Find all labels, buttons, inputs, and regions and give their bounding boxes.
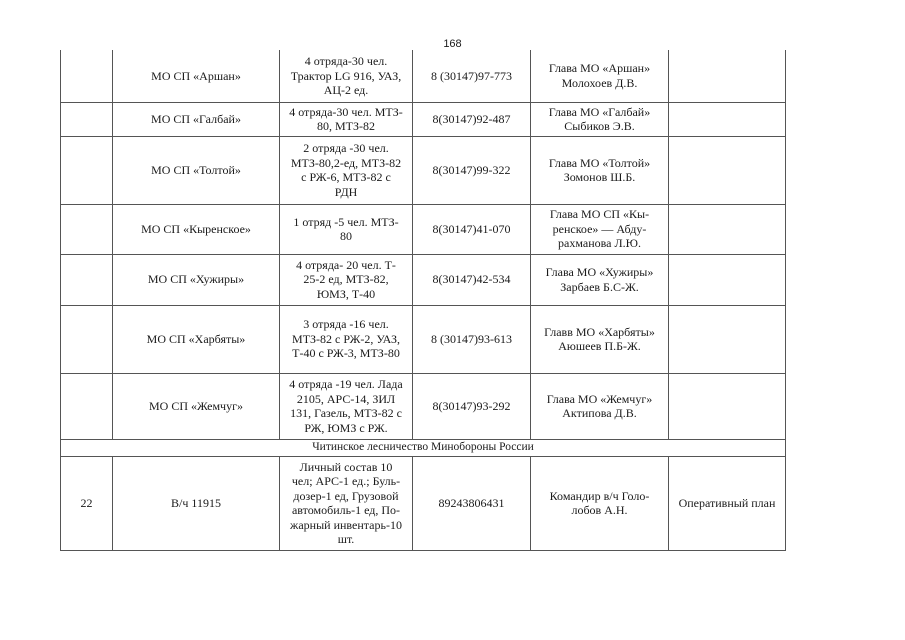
plan-cell: Оперативный план (669, 456, 786, 550)
phone-cell: 8(30147)99-322 (413, 136, 531, 204)
plan-cell (669, 373, 786, 439)
row-number-cell (61, 102, 113, 136)
table-row (61, 204, 786, 254)
plan-cell (669, 254, 786, 305)
responsible-cell: Главв МО «Харбяты» Аюшеев П.Б-Ж. (531, 305, 669, 373)
row-number-cell (61, 136, 113, 204)
municipality-name: МО СП «Толтой» (113, 136, 280, 204)
phone-cell: 89243806431 (413, 456, 531, 550)
unit-name: В/ч 11915 (113, 456, 280, 550)
municipality-name: МО СП «Кыренское» (113, 204, 280, 254)
plan-cell (669, 136, 786, 204)
page-number: 168 (443, 38, 462, 50)
phone-cell: 8(30147)42-534 (413, 254, 531, 305)
row-number: 22 (61, 456, 113, 550)
responsible-cell: Командир в/ч Голо- лобов А.Н. (531, 456, 669, 550)
responsible-cell: Глава МО «Аршан» Молохоев Д.В. (531, 50, 669, 102)
plan-cell (669, 102, 786, 136)
table-row (61, 305, 786, 373)
row-number-cell (61, 305, 113, 373)
phone-cell: 8(30147)41-070 (413, 204, 531, 254)
resources-cell: Личный состав 10 чел; АРС-1 ед.; Буль- дозер-1 ед, Грузовой автомобиль-1 ед, По- жарный инвентарь-10 шт. (280, 456, 413, 550)
table-row (61, 373, 786, 439)
table-row (61, 136, 786, 204)
table-row (61, 50, 786, 102)
municipality-name: МО СП «Аршан» (113, 50, 280, 102)
responsible-cell: Глава МО СП «Кы- ренское» — Абду- рахманова Л.Ю. (531, 204, 669, 254)
resources-cell: 3 отряда -16 чел. МТЗ-82 с РЖ-2, УАЗ, Т-40 с РЖ-3, МТЗ-80 (280, 305, 413, 373)
table-row (61, 456, 786, 550)
municipality-name: МО СП «Хужиры» (113, 254, 280, 305)
resources-table (60, 50, 786, 551)
plan-cell (669, 305, 786, 373)
resources-cell: 4 отряда -19 чел. Лада 2105, АРС-14, ЗИЛ 131, Газель, МТЗ-82 с РЖ, ЮМЗ с РЖ. (280, 373, 413, 439)
table-row (61, 254, 786, 305)
plan-cell (669, 50, 786, 102)
phone-cell: 8(30147)92-487 (413, 102, 531, 136)
section-row (61, 439, 786, 456)
municipality-name: МО СП «Жемчуг» (113, 373, 280, 439)
row-number-cell (61, 204, 113, 254)
responsible-cell: Глава МО «Толтой» Зомонов Ш.Б. (531, 136, 669, 204)
plan-cell (669, 204, 786, 254)
table-row (61, 102, 786, 136)
resources-cell: 2 отряда -30 чел. МТЗ-80,2-ед, МТЗ-82 с РЖ-6, МТЗ-82 с РДН (280, 136, 413, 204)
responsible-cell: Глава МО «Галбай» Сыбиков Э.В. (531, 102, 669, 136)
resources-cell: 4 отряда- 20 чел. Т- 25-2 ед, МТЗ-82, ЮМЗ, Т-40 (280, 254, 413, 305)
municipality-name: МО СП «Харбяты» (113, 305, 280, 373)
responsible-cell: Глава МО «Хужиры» Зарбаев Б.С-Ж. (531, 254, 669, 305)
row-number-cell (61, 254, 113, 305)
row-number-cell (61, 373, 113, 439)
phone-cell: 8(30147)93-292 (413, 373, 531, 439)
row-number-cell (61, 50, 113, 102)
resources-cell: 1 отряд -5 чел. МТЗ- 80 (280, 204, 413, 254)
phone-cell: 8 (30147)93-613 (413, 305, 531, 373)
resources-cell: 4 отряда-30 чел. Трактор LG 916, УАЗ, АЦ-2 ед. (280, 50, 413, 102)
section-title: Читинское лесничество Минобороны России (61, 439, 786, 456)
resources-cell: 4 отряда-30 чел. МТЗ- 80, МТЗ-82 (280, 102, 413, 136)
municipality-name: МО СП «Галбай» (113, 102, 280, 136)
responsible-cell: Глава МО «Жемчуг» Актипова Д.В. (531, 373, 669, 439)
phone-cell: 8 (30147)97-773 (413, 50, 531, 102)
